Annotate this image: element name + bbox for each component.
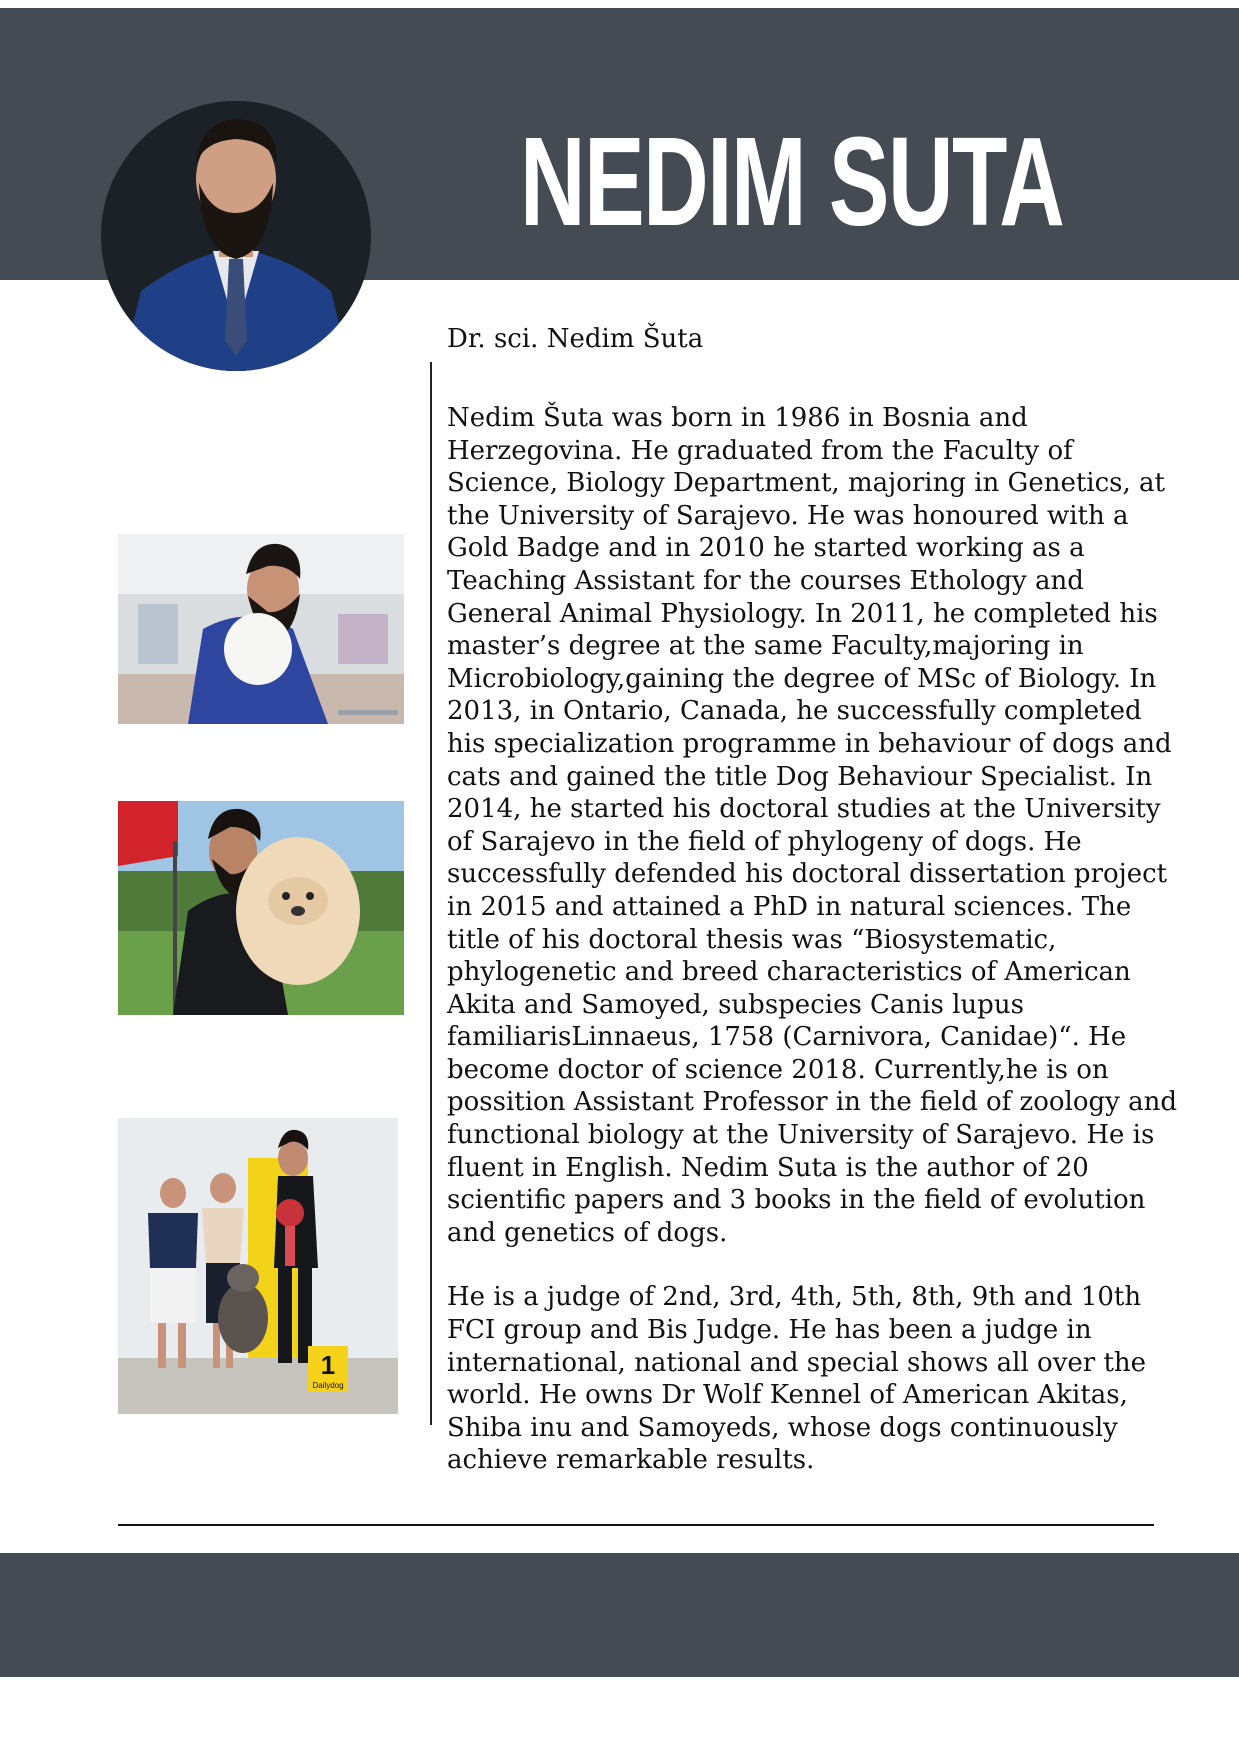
portrait-photo xyxy=(101,101,371,371)
page-title: NEDIM SUTA xyxy=(520,111,1064,252)
vertical-divider xyxy=(430,362,432,1425)
biography xyxy=(447,402,1187,1477)
photo-show-award xyxy=(118,1118,398,1414)
photo-man-with-chow-chow xyxy=(118,801,404,1015)
footer-divider xyxy=(118,1524,1154,1526)
bio-paragraph-2: He is a judge of 2nd, 3rd, 4th, 5th, 8th, 9th and 10th FCI group and Bis Judge. He has been a judge in international, national and special shows all over the world. He owns Dr Wolf Kennel of American Akitas, Shiba inu and Samoyeds, whose dogs continuously achieve remarkable results. xyxy=(447,1282,1147,1476)
bio-paragraph-1: Nedim Šuta was born in 1986 in Bosnia and Herzegovina. He graduated from the Faculty of Science, Biology Department, majoring in Genetics, at the University of Sarajevo. He was honoured with a Gold Badge and in 2010 he started working as a Teaching Assistant for the courses Ethology and General Animal Physiology. In 2011, he completed his master’s degree at the same Faculty,majoring in Microbiology,gaining the degree of MSc of Biology. In 2013, in Ontario, Canada, he successfully completed his specialization programme in behaviour of dogs and cats and gained the title Dog Behaviour Specialist. In 2014, he started his doctoral studies at the University of Sarajevo in the field of phylogeny of dogs. He successfully defended his doctoral dissertation project in 2015 and attained a PhD in natural sciences. The title of his doctoral thesis was “Biosystematic, phylogenetic and breed characteristics of American Akita and Samoyed, subspecies Canis lupus familiarisLinnaeus, 1758 (Carnivora, Canidae)“. He become doctor of science 2018. Currently,he is on possition Assistant Professor in the field of zoology and functional biology at the University of Sarajevo. He is fluent in English. Nedim Suta is the author of 20 scientific papers and 3 books in the field of evolution and genetics of dogs. xyxy=(447,403,1177,1248)
sign-number: 1 xyxy=(320,1350,336,1380)
footer-band xyxy=(0,1553,1239,1677)
sign-text: Dailydog xyxy=(312,1381,344,1390)
photo-man-with-puppy xyxy=(118,534,404,724)
profile-subtitle: Dr. sci. Nedim Šuta xyxy=(447,324,704,354)
photo-1-image xyxy=(118,534,404,724)
photo-2-image xyxy=(118,801,404,1015)
portrait-image xyxy=(101,101,371,371)
photo-3-image xyxy=(118,1118,398,1414)
